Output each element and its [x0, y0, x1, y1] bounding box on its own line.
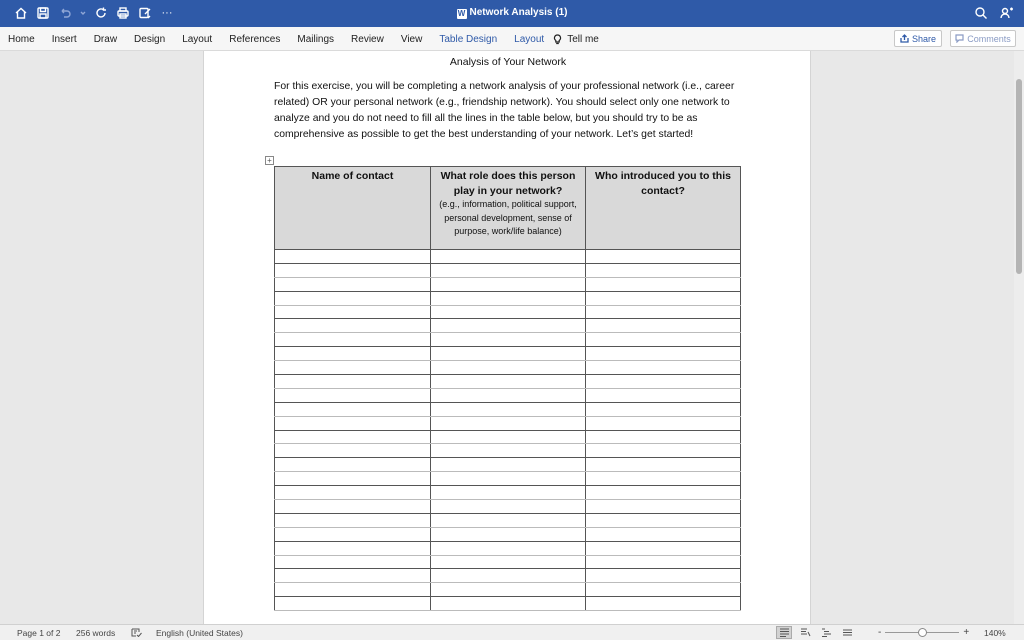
- table-body: [275, 250, 741, 611]
- table-cell[interactable]: [275, 500, 431, 514]
- zoom-out-button[interactable]: -: [878, 627, 882, 638]
- save-icon[interactable]: [36, 6, 50, 20]
- table-header-row: [275, 167, 741, 250]
- undo-icon[interactable]: [58, 6, 72, 20]
- tab-layout[interactable]: Layout: [182, 33, 213, 45]
- table-cell[interactable]: [275, 402, 431, 416]
- table-cell[interactable]: [275, 361, 431, 375]
- table-cell[interactable]: [275, 458, 431, 472]
- table-cell[interactable]: [431, 430, 586, 444]
- proofing-icon[interactable]: [131, 628, 142, 637]
- share-button[interactable]: [894, 30, 942, 47]
- table-cell[interactable]: [431, 402, 586, 416]
- header-label: What role does this person play in your network?: [440, 170, 576, 197]
- table-row: [275, 402, 741, 416]
- touch-mode-icon[interactable]: [138, 6, 152, 20]
- table-cell[interactable]: [275, 444, 431, 458]
- table-row: [275, 555, 741, 569]
- tab-review[interactable]: Review: [351, 33, 384, 45]
- table-cell[interactable]: [275, 583, 431, 597]
- table-row: [275, 444, 741, 458]
- table-cell[interactable]: [431, 583, 586, 597]
- table-cell[interactable]: [275, 569, 431, 583]
- table-cell[interactable]: [275, 513, 431, 527]
- comment-icon: [955, 34, 964, 43]
- repeat-icon[interactable]: [94, 6, 108, 20]
- table-cell[interactable]: [431, 513, 586, 527]
- table-row: [275, 583, 741, 597]
- table-cell[interactable]: [586, 513, 741, 527]
- table-row: [275, 347, 741, 361]
- zoom-control: [878, 627, 969, 638]
- table-cell[interactable]: [586, 333, 741, 347]
- ribbon-tabs: [0, 27, 1024, 51]
- table-cell[interactable]: [431, 319, 586, 333]
- network-table: [274, 166, 741, 611]
- header-introduced-by[interactable]: [586, 167, 741, 250]
- table-row: [275, 388, 741, 402]
- print-layout-view-icon[interactable]: [776, 626, 792, 639]
- comments-label: Comments: [967, 33, 1011, 44]
- table-cell[interactable]: [586, 597, 741, 611]
- header-name-of-contact[interactable]: [275, 167, 431, 250]
- comments-button[interactable]: [950, 30, 1016, 47]
- table-row: [275, 361, 741, 375]
- table-row: [275, 333, 741, 347]
- tab-table-design[interactable]: Table Design: [439, 33, 498, 45]
- table-cell[interactable]: [275, 291, 431, 305]
- table-row: [275, 263, 741, 277]
- search-icon[interactable]: [974, 6, 988, 25]
- title-bar: [0, 0, 1024, 27]
- table-cell[interactable]: [586, 444, 741, 458]
- status-bar: [0, 624, 1024, 640]
- table-cell[interactable]: [431, 555, 586, 569]
- tell-me-label: Tell me: [567, 33, 599, 45]
- quick-access-toolbar: [14, 6, 174, 20]
- table-cell[interactable]: [431, 263, 586, 277]
- table-row: [275, 416, 741, 430]
- tab-mailings[interactable]: Mailings: [297, 33, 335, 45]
- table-row: [275, 291, 741, 305]
- tab-view[interactable]: View: [400, 33, 423, 45]
- table-cell[interactable]: [275, 375, 431, 389]
- table-cell[interactable]: [586, 472, 741, 486]
- table-cell[interactable]: [431, 388, 586, 402]
- vertical-scrollbar[interactable]: [1014, 51, 1024, 624]
- table-row: [275, 569, 741, 583]
- page-count[interactable]: Page 1 of 2: [17, 628, 61, 638]
- language[interactable]: English (United States): [156, 628, 243, 638]
- share-icon: [900, 34, 909, 43]
- document-heading: Analysis of Your Network: [449, 56, 567, 68]
- table-cell[interactable]: [586, 305, 741, 319]
- table-cell[interactable]: [275, 388, 431, 402]
- table-cell[interactable]: [586, 430, 741, 444]
- table-cell[interactable]: [586, 347, 741, 361]
- table-cell[interactable]: [431, 541, 586, 555]
- table-row: [275, 319, 741, 333]
- table-cell[interactable]: [431, 444, 586, 458]
- table-cell[interactable]: [431, 277, 586, 291]
- table-cell[interactable]: [275, 319, 431, 333]
- table-cell[interactable]: [431, 472, 586, 486]
- table-cell[interactable]: [275, 527, 431, 541]
- table-cell[interactable]: [431, 416, 586, 430]
- word-doc-icon: W: [457, 9, 466, 18]
- word-count[interactable]: 256 words: [76, 628, 116, 638]
- table-cell[interactable]: [275, 347, 431, 361]
- table-cell[interactable]: [586, 402, 741, 416]
- share-label: Share: [911, 33, 937, 44]
- table-cell[interactable]: [431, 500, 586, 514]
- header-role[interactable]: [431, 167, 586, 250]
- header-label: Name of contact: [311, 170, 394, 182]
- header-label: Who introduced you to this contact?: [595, 170, 731, 197]
- outline-view-icon[interactable]: [818, 626, 834, 639]
- more-icon[interactable]: ···: [161, 7, 173, 19]
- table-cell[interactable]: [275, 277, 431, 291]
- document-canvas[interactable]: [0, 51, 1024, 624]
- table-cell[interactable]: [275, 597, 431, 611]
- table-cell[interactable]: [275, 250, 431, 264]
- tell-me-search[interactable]: [552, 34, 599, 45]
- lightbulb-icon: [552, 34, 563, 45]
- table-cell[interactable]: [431, 458, 586, 472]
- table-cell[interactable]: [586, 555, 741, 569]
- table-row: [275, 277, 741, 291]
- account-icon[interactable]: [1000, 6, 1014, 25]
- zoom-in-button[interactable]: +: [963, 627, 970, 638]
- print-icon[interactable]: [116, 6, 130, 20]
- table-row: [275, 597, 741, 611]
- table-cell[interactable]: [431, 347, 586, 361]
- table-cell[interactable]: [586, 527, 741, 541]
- table-cell[interactable]: [586, 263, 741, 277]
- table-cell[interactable]: [431, 486, 586, 500]
- table-cell[interactable]: [586, 361, 741, 375]
- table-cell[interactable]: [275, 333, 431, 347]
- focus-view-icon[interactable]: [797, 626, 813, 639]
- tab-table-layout[interactable]: Layout: [514, 33, 545, 45]
- table-cell[interactable]: [275, 416, 431, 430]
- table-move-handle[interactable]: +: [265, 156, 274, 165]
- table-cell[interactable]: [275, 305, 431, 319]
- table-cell[interactable]: [431, 597, 586, 611]
- table-cell[interactable]: [275, 472, 431, 486]
- tab-references[interactable]: References: [229, 33, 281, 45]
- table-row: [275, 430, 741, 444]
- document-paragraph: For this exercise, you will be completing a network analysis of your professional network (i.e., career related) OR your personal network (e.g., friendship network). You should select only one network to analyze and you do not need to fill all the lines in the table below, but you should try to be as comprehensive as possible to get the best understanding of your network. Let’s get started!: [274, 81, 735, 140]
- scrollbar-thumb[interactable]: [1016, 79, 1022, 274]
- undo-dropdown-icon[interactable]: [80, 6, 86, 20]
- table-cell[interactable]: [431, 250, 586, 264]
- table-cell[interactable]: [431, 375, 586, 389]
- tab-draw[interactable]: Draw: [93, 33, 118, 45]
- table-cell[interactable]: [586, 583, 741, 597]
- table-cell[interactable]: [431, 333, 586, 347]
- table-cell[interactable]: [275, 541, 431, 555]
- table-cell[interactable]: [431, 291, 586, 305]
- table-cell[interactable]: [586, 291, 741, 305]
- zoom-slider[interactable]: [885, 628, 959, 638]
- table-cell[interactable]: [586, 486, 741, 500]
- table-row: [275, 250, 741, 264]
- table-cell[interactable]: [275, 263, 431, 277]
- table-cell[interactable]: [431, 361, 586, 375]
- table-row: [275, 500, 741, 514]
- table-cell[interactable]: [586, 319, 741, 333]
- tab-design[interactable]: Design: [134, 33, 166, 45]
- draft-view-icon[interactable]: [839, 626, 855, 639]
- table-row: [275, 527, 741, 541]
- table-cell[interactable]: [586, 416, 741, 430]
- table-cell[interactable]: [275, 486, 431, 500]
- table-row: [275, 541, 741, 555]
- table-cell[interactable]: [431, 305, 586, 319]
- table-cell[interactable]: [586, 458, 741, 472]
- table-cell[interactable]: [586, 500, 741, 514]
- table-cell[interactable]: [586, 250, 741, 264]
- zoom-percentage[interactable]: 140%: [984, 628, 1006, 638]
- tab-home[interactable]: Home: [8, 33, 35, 45]
- table-cell[interactable]: [586, 541, 741, 555]
- table-row: [275, 472, 741, 486]
- table-cell[interactable]: [275, 555, 431, 569]
- home-icon[interactable]: [14, 6, 28, 20]
- table-cell[interactable]: [586, 277, 741, 291]
- table-cell[interactable]: [586, 388, 741, 402]
- table-row: [275, 458, 741, 472]
- table-row: [275, 486, 741, 500]
- tab-insert[interactable]: Insert: [51, 33, 77, 45]
- table-row: [275, 513, 741, 527]
- document-page[interactable]: [203, 51, 811, 624]
- table-cell[interactable]: [586, 569, 741, 583]
- table-row: [275, 375, 741, 389]
- header-sublabel: (e.g., information, political support, personal development, sense of purpose, work/life balance): [439, 199, 577, 236]
- table-cell[interactable]: [275, 430, 431, 444]
- table-cell[interactable]: [431, 569, 586, 583]
- table-cell[interactable]: [586, 375, 741, 389]
- table-cell[interactable]: [431, 527, 586, 541]
- zoom-slider-knob[interactable]: [918, 628, 927, 637]
- table-row: [275, 305, 741, 319]
- window-title: Network Analysis (1): [469, 7, 568, 18]
